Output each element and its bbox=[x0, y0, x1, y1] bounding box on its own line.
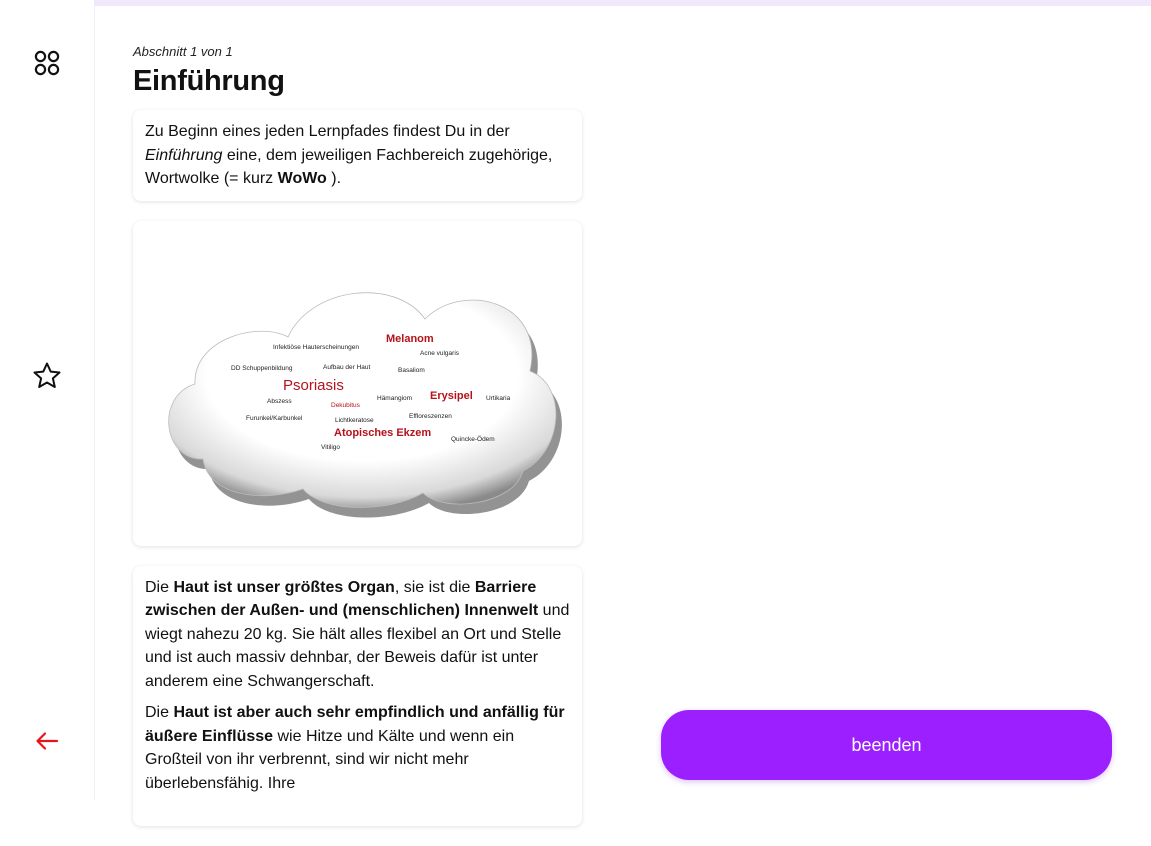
wordcloud-word: Furunkel/Karbunkel bbox=[246, 414, 303, 422]
wordcloud-card bbox=[133, 221, 582, 546]
intro-emphasis: Einführung bbox=[145, 146, 223, 164]
wordcloud-word: Lichtkeratose bbox=[335, 416, 374, 424]
body-text-part: Die bbox=[145, 704, 174, 721]
section-indicator: Abschnitt 1 von 1 bbox=[133, 44, 233, 59]
wordcloud-word: Aufbau der Haut bbox=[323, 363, 371, 371]
wordcloud-word: Quincke-Ödem bbox=[451, 435, 495, 443]
wordcloud-word: Basaliom bbox=[398, 366, 425, 374]
intro-text-part: Zu Beginn eines jeden Lernpfades findest Du in der bbox=[145, 123, 510, 140]
body-paragraph-1 bbox=[145, 576, 570, 694]
page-title: Einführung bbox=[133, 65, 285, 97]
body-bold-part: Barriere zwischen der Außen- und (menschlichen) Innenwelt bbox=[145, 578, 539, 619]
lesson-content bbox=[133, 44, 582, 846]
finish-button[interactable]: beenden bbox=[661, 710, 1112, 780]
wordcloud-word: Hämangiom bbox=[377, 394, 413, 402]
body-text-card bbox=[133, 566, 582, 826]
wordcloud-word: Abszess bbox=[267, 397, 292, 405]
back-button[interactable] bbox=[30, 724, 64, 758]
body-text-part: Die bbox=[145, 578, 174, 596]
wordcloud-word: Vitiligo bbox=[321, 443, 341, 451]
wordcloud-word: Urtikaria bbox=[486, 394, 511, 402]
body-bold-part: Haut ist unser größtes Organ bbox=[173, 578, 395, 596]
wordcloud-word: Psoriasis bbox=[283, 376, 344, 394]
wordcloud-word: DD Schuppenbildung bbox=[231, 364, 293, 372]
wordcloud-word: Effloreszenzen bbox=[409, 412, 452, 420]
wordcloud-word: Erysipel bbox=[430, 389, 473, 402]
top-progress-bar bbox=[94, 0, 1151, 6]
body-paragraph-2 bbox=[145, 701, 570, 795]
wordcloud-word: Atopisches Ekzem bbox=[334, 426, 432, 439]
intro-text bbox=[145, 120, 570, 191]
wordcloud-word: Acne vulgaris bbox=[420, 349, 460, 357]
wordcloud-image bbox=[133, 221, 582, 546]
arrow-left-icon bbox=[35, 731, 59, 751]
star-icon bbox=[32, 361, 62, 391]
intro-card bbox=[133, 110, 582, 201]
wordcloud-word: Dekubitus bbox=[331, 401, 360, 409]
intro-keyword: WoWo bbox=[277, 170, 327, 187]
body-text-part: , sie ist die bbox=[394, 578, 475, 596]
body-text-part: wie Hitze und Kälte und wenn ein Großteil von ihr verbrennt, sind wir nicht mehr überlebensfähig. Ihre bbox=[145, 727, 515, 792]
favorite-button[interactable] bbox=[30, 359, 64, 393]
body-bold-part: Haut ist aber auch sehr empfindlich und anfällig für äußere Einflüsse bbox=[145, 704, 565, 745]
intro-text-part: eine, dem jeweiligen Fachbereich zugehörige, Wortwolke (= kurz bbox=[145, 146, 553, 187]
sidebar bbox=[0, 0, 95, 800]
intro-text-part: ). bbox=[326, 170, 342, 187]
menu-button[interactable] bbox=[30, 46, 64, 80]
body-text-part: und wiegt nahezu 20 kg. Sie hält alles flexibel an Ort und Stelle und ist auch massiv dehnbar, der Beweis dafür ist unter anderem eine Schwangerschaft. bbox=[145, 602, 570, 690]
wordcloud-word: Infektiöse Hauterscheinungen bbox=[273, 343, 360, 351]
grid-icon bbox=[34, 50, 60, 76]
wordcloud-word: Melanom bbox=[386, 332, 434, 345]
